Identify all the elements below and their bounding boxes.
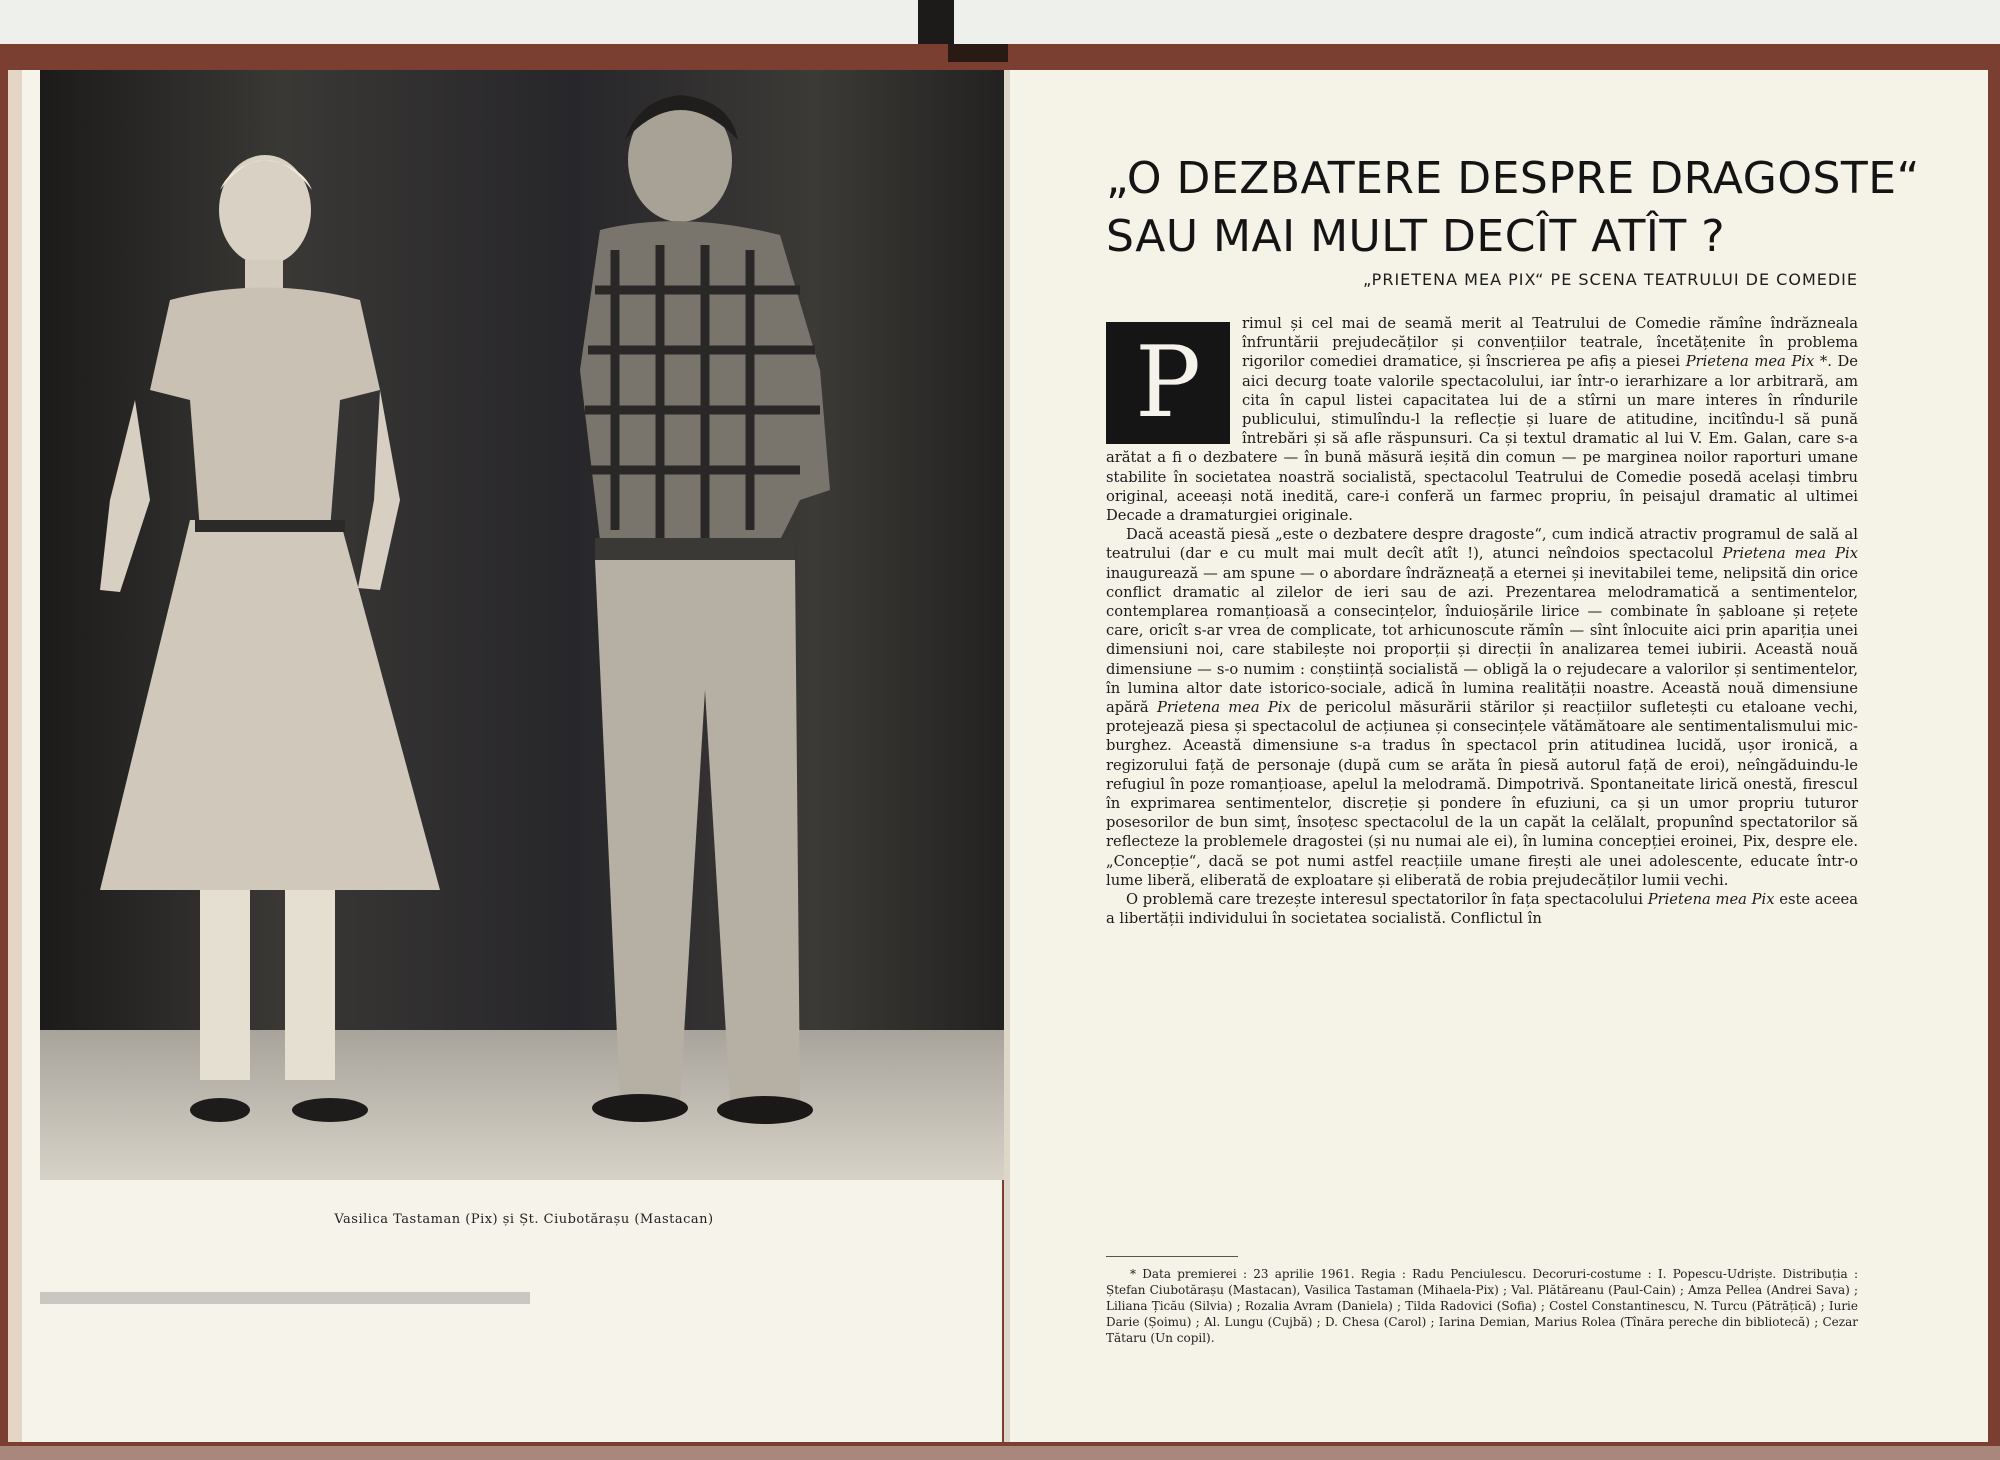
para-3-text-a: O problemă care trezește interesul spectatorilor în fața spectacolului bbox=[1126, 891, 1648, 909]
para-2-italic-title-2: Prietena mea Pix bbox=[1156, 699, 1291, 717]
para-1-italic-title: Prietena mea Pix bbox=[1685, 353, 1815, 371]
footnote-indent bbox=[1106, 1267, 1130, 1281]
para-2-text-b: inaugurează — am spune — o abordare îndrăzneață a eternei și inevitabilei teme, nelipsită din orice conflict dramatic al zilelor de ieri sau de azi. Prezentarea melodramatică a sentimentelor, contemplarea romanțioasă a consecințelor, înduioșările lirice — combinate în șabloane și rețete care, oricît s-ar vrea de complicate, tot arhicunoscute rămîn — sînt înlocuite aici prin apariția unei dimensiuni noi, care stabilește noi proporții și direcții în analizarea temei iubirii. Această nouă dimensiune — s-o numim : conștiință socialistă — obligă la o rejudecare a valorilor și sentimentelor, în lumina altor date istorico-sociale, adică în lumina realității noastre. Această nouă dimensiune apără bbox=[1106, 564, 1858, 717]
paragraph-2 bbox=[1106, 525, 1858, 890]
para-3-italic-title: Prietena mea Pix bbox=[1647, 891, 1775, 909]
paragraph-3 bbox=[1106, 890, 1858, 928]
actor-figure bbox=[580, 95, 830, 1124]
cover-spine-tab bbox=[948, 44, 1008, 62]
para-2-text-a: Dacă această piesă „este o dezbatere despre dragoste“, cum indică atractiv programul de sală al teatrului (dar e cu mult mai mult decît atît !), atunci neîndoios spectacolul bbox=[1106, 526, 1858, 563]
drop-cap-spacer bbox=[1106, 314, 1242, 440]
footnote bbox=[1106, 1266, 1858, 1346]
article-body bbox=[1106, 314, 1858, 929]
footnote-rule bbox=[1106, 1256, 1238, 1257]
headline-line-2: SAU MAI MULT DECÎT ATÎT ? bbox=[1106, 211, 1726, 262]
article-headline bbox=[1106, 150, 1920, 266]
dark-gap bbox=[918, 0, 954, 48]
stage-photo bbox=[40, 70, 1008, 1180]
actress-figure bbox=[100, 155, 440, 1122]
drop-cap: P bbox=[1106, 322, 1230, 444]
top-background-strip bbox=[0, 0, 2000, 48]
para-1-text-a: rimul și cel mai de seamă merit al Teatrului de Comedie rămîne îndrăzneala înfruntării prejudecăților și convențiilor teatrale, încetățenite în problema rigorilor comediei dramatice, și înscrierea pe afiș a piesei bbox=[1242, 315, 1858, 371]
para-3-text-b: este aceea a libertății individului în societatea socialistă. Conflictul în bbox=[1106, 891, 1858, 928]
photo-figures bbox=[40, 70, 1008, 1180]
photo-caption: Vasilica Tastaman (Pix) și Șt. Ciubotărașu (Mastacan) bbox=[334, 1212, 714, 1227]
para-2-text-c: de pericolul măsurării stărilor și reacțiilor sufletești cu etaloane vechi, protejează piesa și spectacolul de acțiunea și consecințele vătămătoare ale sentimentalismului mic-burghez. Această dimensiune s-a tradus în spectacol prin atitudinea lucidă, ușor ironică, a regizorului față de personaje (după cum se arăta în piesă autorul față de eroi), neîngăduindu-le refugiul în poze romanțioase, apelul la melodramă. Dimpotrivă. Spontaneitate lirică onestă, firescul în exprimarea sentimentelor, discreție și pondere în efuziuni, ca și un umor propriu tuturor posesorilor de bun simț, însoțesc spectacolul de la un capăt la celălalt, propunînd spectatorilor să reflecteze la problemele dragostei (și nu numai ale ei), în lumina concepției eroinei, Pix, despre ele. „Concepție“, dacă se pot numi astfel reacțiile umane firești ale unei adolescente, educate într-o lume liberă, eliberată de exploatare și eliberată de robia prejudecăților lumii vechi. bbox=[1106, 699, 1858, 889]
right-page bbox=[1004, 70, 1988, 1442]
headline-line-1: „O DEZBATERE DESPRE DRAGOSTE“ bbox=[1106, 153, 1920, 204]
cover-bottom-edge bbox=[0, 1446, 2000, 1460]
article-subtitle: „PRIETENA MEA PIX“ PE SCENA TEATRULUI DE COMEDIE bbox=[1362, 270, 1858, 289]
page-smudge-bar bbox=[40, 1292, 530, 1304]
para-2-italic-title-1: Prietena mea Pix bbox=[1722, 545, 1858, 563]
footnote-text: * Data premierei : 23 aprilie 1961. Regia : Radu Penciulescu. Decoruri-costume : I. Popescu-Udriște. Distribuția : Ștefan Ciubotărașu (Mastacan), Vasilica Tastaman (Mihaela-Pix) ; Val. Plătăreanu (Paul-Cain) ; Amza Pellea (Andrei Sava) ; Liliana Țicău (Silvia) ; Rozalia Avram (Daniela) ; Tilda Radovici (Sofia) ; Costel Constantinescu, N. Turcu (Pătrățică) ; Iurie Darie (Șoimu) ; Al. Lungu (Cujbă) ; D. Chesa (Carol) ; Iarina Demian, Marius Rolea (Tînăra pereche din bibliotecă) ; Cezar Tătaru (Un copil). bbox=[1106, 1267, 1858, 1345]
left-page bbox=[8, 70, 1002, 1442]
para-1-text-b: *. De aici decurg toate valorile spectacolului, iar într-o ierarhizare a lor arbitrară, am cita în capul listei capacitatea lui de a stîrni un mare interes în rîndurile publicului, stimulîndu-l la reflecție și luare de atitudine, incitîndu-l să pună întrebări și să afle răspunsuri. Ca și textul dramatic al lui V. Em. Galan, care s-a arătat a fi o dezbatere — în bună măsură ieșită din comun — pe marginea noilor raporturi umane stabilite în societatea noastră socialistă, spectacolul Teatrului de Comedie posedă același timbru original, aceeași notă inedită, care-i conferă un farmec propriu, în peisajul dramatic al ultimei Decade a dramaturgiei originale. bbox=[1106, 353, 1858, 525]
